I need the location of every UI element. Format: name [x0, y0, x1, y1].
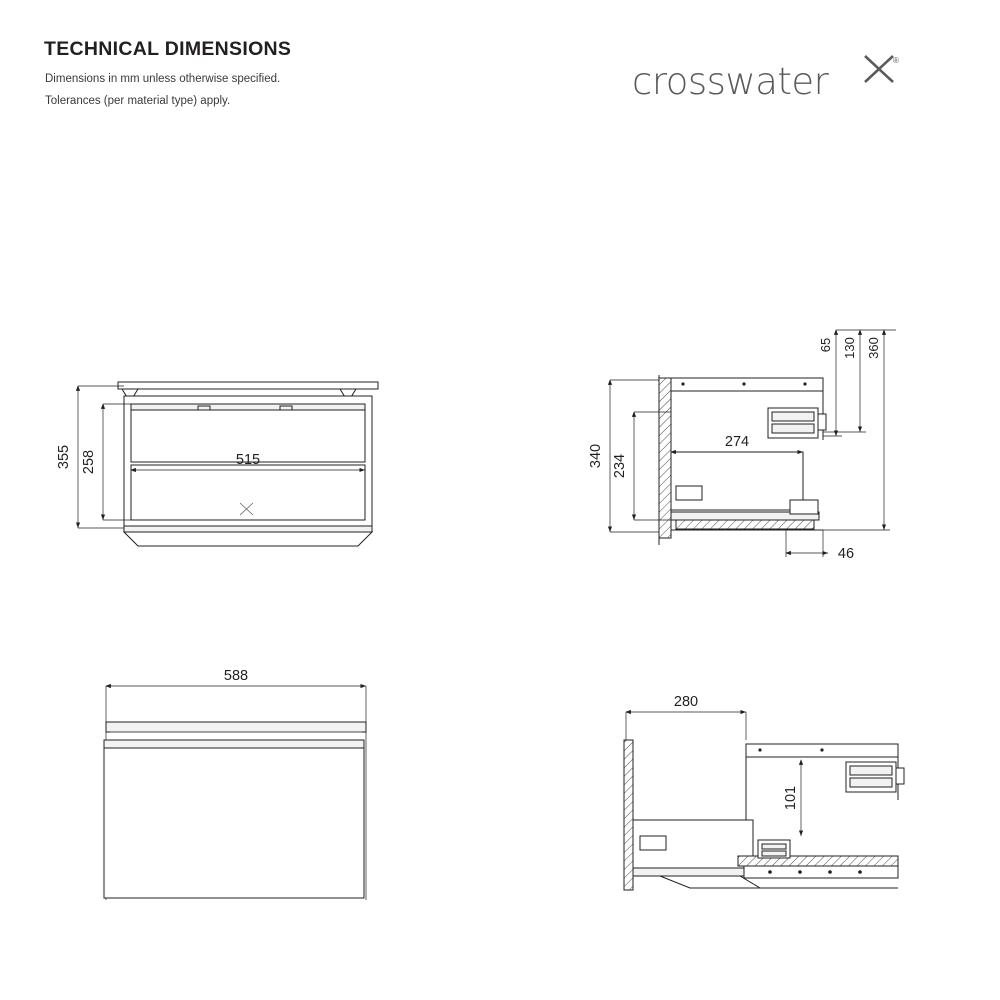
brand-wordmark: crosswater	[632, 60, 829, 103]
dim-65: 65	[818, 337, 833, 353]
view-plan	[104, 668, 366, 900]
registered-mark: ®	[893, 56, 899, 65]
dim-258: 258	[81, 449, 97, 475]
view-front-elevation	[56, 382, 378, 546]
dim-360: 360	[866, 337, 881, 359]
units-note: Dimensions in mm unless otherwise specified.	[45, 73, 281, 85]
view-side-section-lower	[624, 694, 904, 890]
page-title: TECHNICAL DIMENSIONS	[44, 38, 292, 60]
dim-280: 280	[673, 694, 699, 710]
dim-130: 130	[842, 337, 857, 359]
dim-355: 355	[56, 444, 72, 470]
dim-234: 234	[612, 453, 628, 479]
tolerance-note: Tolerances (per material type) apply.	[45, 95, 231, 107]
dim-274: 274	[724, 434, 750, 450]
view-side-section-upper	[588, 330, 896, 562]
dim-46: 46	[837, 546, 855, 562]
dim-588: 588	[223, 668, 249, 684]
dim-515: 515	[235, 452, 261, 468]
dim-101: 101	[783, 785, 799, 811]
dim-340: 340	[588, 443, 604, 469]
